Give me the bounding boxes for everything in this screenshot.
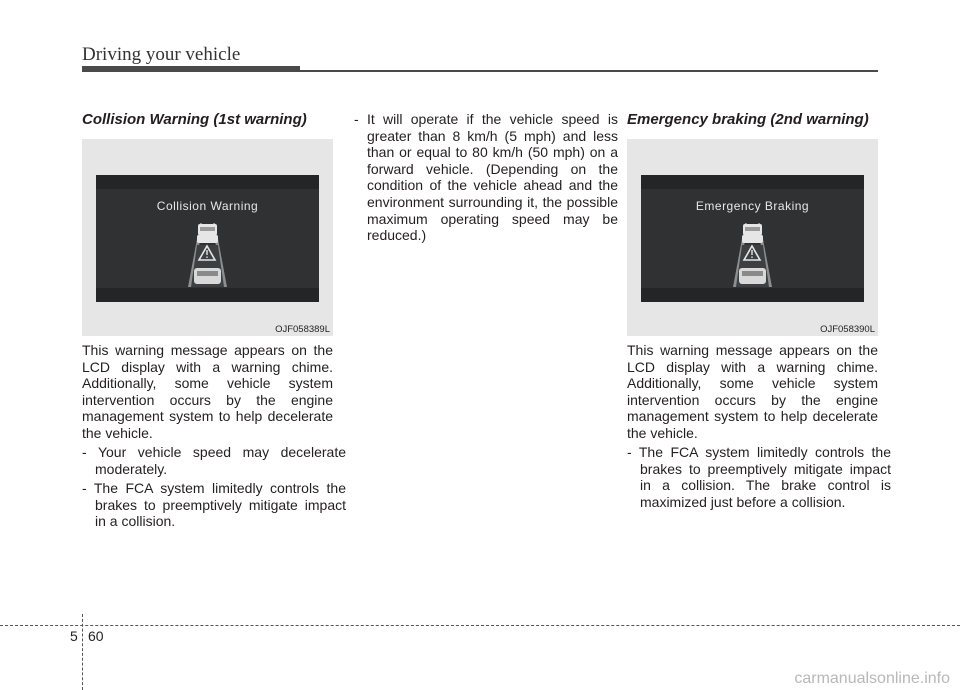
emergency-braking-heading: Emergency braking (2nd warning)	[627, 111, 869, 128]
header-rule-thin	[300, 70, 878, 72]
watermark: carmanualsonline.info	[794, 670, 950, 687]
emergency-braking-paragraph: This warning message appears on the LCD display with a warning chime. Additionally, some vehicle system intervention occurs by the engine management system to help decelerate the vehicle.	[627, 342, 878, 441]
collision-warning-heading: Collision Warning (1st warning)	[82, 111, 307, 128]
screen-message: Collision Warning	[156, 199, 259, 213]
section-title: Driving your vehicle	[82, 44, 241, 65]
lcd-screen	[641, 175, 864, 302]
screen-message: Emergency Braking	[695, 199, 810, 213]
footer-vertical-divider	[82, 614, 83, 690]
collision-warning-figure	[82, 139, 333, 336]
lcd-screen	[96, 175, 319, 302]
bullet-item: - The FCA system limitedly controls the brakes to preemptively mitigate impact in a collision. The brake control is maximized just before a collision.	[627, 444, 891, 510]
braking-car-icon	[641, 175, 864, 302]
footer-divider	[0, 625, 960, 626]
figure-code: OJF058389L	[275, 324, 330, 335]
chapter-number: 5	[70, 628, 78, 644]
bullet-item: - Your vehicle speed may decelerate moderately.	[82, 444, 346, 477]
figure-code: OJF058390L	[820, 324, 875, 335]
emergency-braking-figure	[627, 139, 878, 336]
operating-speed-bullet: - It will operate if the vehicle speed is greater than 8 km/h (5 mph) and less than or equal to 80 km/h (50 mph) on a forward vehicle. (Depending on the condition of the vehicle ahead and the environment surrounding it, the possible maximum operating speed may be reduced.)	[354, 111, 618, 244]
bullet-item: - The FCA system limitedly controls the brakes to preemptively mitigate impact in a collision.	[82, 480, 346, 530]
header-rule-thick	[82, 66, 300, 72]
collision-car-icon	[96, 175, 319, 302]
collision-warning-paragraph: This warning message appears on the LCD display with a warning chime. Additionally, some vehicle system intervention occurs by the engine management system to help decelerate the vehicle.	[82, 342, 333, 441]
page-number: 60	[88, 628, 104, 644]
